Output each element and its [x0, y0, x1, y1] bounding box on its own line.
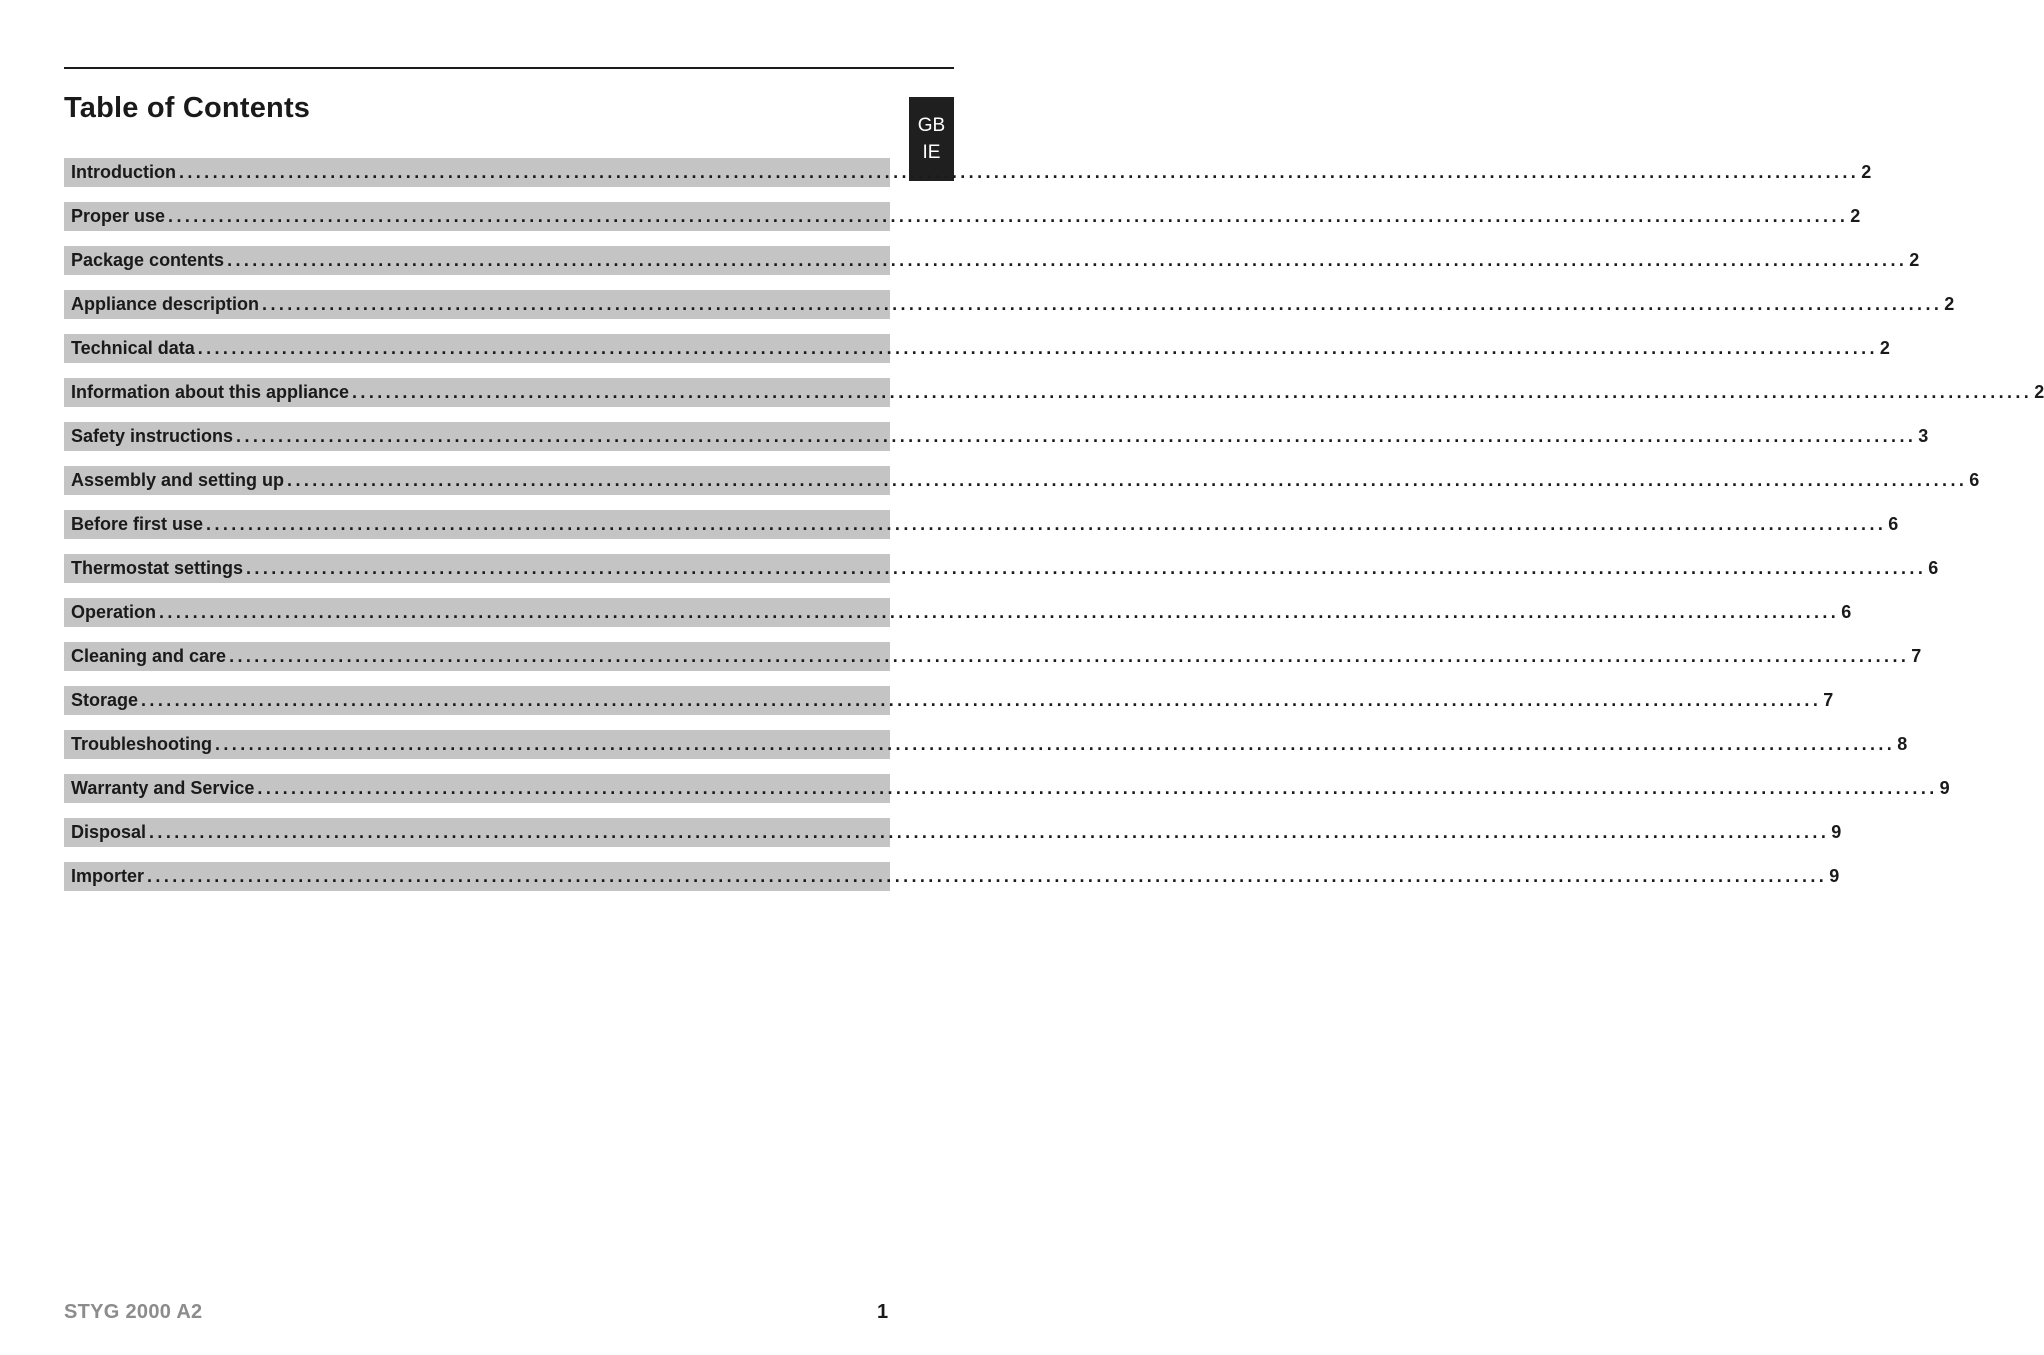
toc-dot-leader: ........................................................................................................................................................................................................ [149, 822, 1830, 842]
toc-entry-page: 7 [1911, 646, 1922, 666]
toc-entry-title: Storage [71, 690, 139, 710]
toc-entry-proper-use[interactable] [64, 202, 1861, 231]
toc-entry-warranty-and-service[interactable] [64, 774, 1950, 803]
toc-entry-safety-instructions[interactable] [64, 422, 1929, 451]
toc-entry-package-contents[interactable] [64, 246, 1920, 275]
toc-dot-leader: ........................................................................................................................................................................................................ [352, 382, 2033, 402]
toc-dot-leader: ........................................................................................................................................................................................................ [159, 602, 1840, 622]
toc-entry-title: Troubleshooting [71, 734, 212, 754]
toc-entry-title: Appliance description [71, 294, 260, 314]
toc-entry-page: 6 [1841, 602, 1852, 622]
toc-entry-appliance-description[interactable] [64, 290, 1955, 319]
toc-entry-page: 2 [2034, 382, 2044, 402]
toc-entry-page: 9 [1939, 778, 1950, 798]
toc-entry-page: 9 [1831, 822, 1842, 842]
toc-entry-page: 2 [1879, 338, 1890, 358]
toc-entry-title: Safety instructions [71, 426, 234, 446]
toc-entry-thermostat-settings[interactable] [64, 554, 1939, 583]
toc-dot-leader: ........................................................................................................................................................................................................ [229, 646, 1910, 666]
language-code-gb: GB [917, 115, 946, 136]
toc-entry-title: Information about this appliance [71, 382, 350, 402]
toc-dot-leader: ........................................................................................................................................................................................................ [257, 778, 1938, 798]
toc-dot-leader: ........................................................................................................................................................................................................ [287, 470, 1968, 490]
toc-entry-troubleshooting[interactable] [64, 730, 1908, 759]
toc-dot-leader: ........................................................................................................................................................................................................ [168, 206, 1849, 226]
toc-entry-page: 2 [1944, 294, 1955, 314]
toc-dot-leader: ........................................................................................................................................................................................................ [215, 734, 1896, 754]
toc-entry-title: Package contents [71, 250, 225, 270]
footer-model-number: STYG 2000 A2 [64, 1301, 203, 1323]
footer-page-number: 1 [877, 1301, 889, 1323]
toc-entry-disposal[interactable] [64, 818, 1842, 847]
toc-entry-page: 6 [1969, 470, 1980, 490]
toc-entry-information-about-appliance[interactable] [64, 378, 2044, 407]
toc-entry-page: 2 [1861, 162, 1872, 182]
toc-entry-technical-data[interactable] [64, 334, 1890, 363]
toc-dot-leader: ........................................................................................................................................................................................................ [262, 294, 1943, 314]
toc-entry-title: Thermostat settings [71, 558, 244, 578]
language-code-ie: IE [922, 142, 941, 163]
toc-entry-page: 6 [1888, 514, 1899, 534]
toc-entry-title: Disposal [71, 822, 147, 842]
page-title: Table of Contents [64, 92, 311, 124]
toc-dot-leader: ........................................................................................................................................................................................................ [227, 250, 1908, 270]
toc-entry-title: Warranty and Service [71, 778, 255, 798]
toc-entry-page: 2 [1850, 206, 1861, 226]
toc-entry-title: Before first use [71, 514, 204, 534]
toc-entry-title: Introduction [71, 162, 176, 182]
toc-entry-title: Cleaning and care [71, 646, 227, 666]
top-divider [64, 67, 954, 69]
toc-entry-before-first-use[interactable] [64, 510, 1899, 539]
toc-entry-title: Proper use [71, 206, 166, 226]
toc-entry-introduction[interactable] [64, 158, 1872, 187]
toc-entry-storage[interactable] [64, 686, 1834, 715]
toc-entry-page: 3 [1918, 426, 1929, 446]
toc-entry-title: Operation [71, 602, 157, 622]
toc-entry-importer[interactable] [64, 862, 1840, 891]
toc-entry-page: 6 [1928, 558, 1939, 578]
toc-dot-leader: ........................................................................................................................................................................................................ [236, 426, 1917, 446]
table-of-contents [64, 158, 2044, 906]
toc-entry-page: 2 [1909, 250, 1920, 270]
toc-entry-page: 7 [1823, 690, 1834, 710]
toc-entry-page: 9 [1829, 866, 1840, 886]
toc-entry-title: Assembly and setting up [71, 470, 285, 490]
toc-entry-assembly-and-setting-up[interactable] [64, 466, 1980, 495]
toc-dot-leader: ........................................................................................................................................................................................................ [206, 514, 1887, 534]
toc-entry-cleaning-and-care[interactable] [64, 642, 1922, 671]
toc-dot-leader: ........................................................................................................................................................................................................ [178, 162, 1860, 182]
toc-dot-leader: ........................................................................................................................................................................................................ [147, 866, 1828, 886]
toc-dot-leader: ........................................................................................................................................................................................................ [141, 690, 1822, 710]
toc-entry-page: 8 [1897, 734, 1908, 754]
toc-dot-leader: ........................................................................................................................................................................................................ [246, 558, 1927, 578]
toc-dot-leader: ........................................................................................................................................................................................................ [197, 338, 1878, 358]
toc-entry-title: Importer [71, 866, 145, 886]
toc-entry-title: Technical data [71, 338, 195, 358]
toc-entry-operation[interactable] [64, 598, 1852, 627]
